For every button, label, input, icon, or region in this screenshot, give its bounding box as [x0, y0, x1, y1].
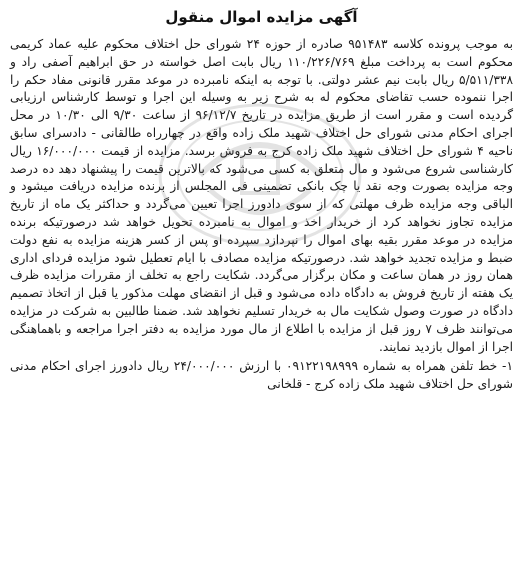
notice-card — [8, 6, 515, 577]
notice-footer: ۱- خط تلفن همراه به شماره ۰۹۱۲۲۱۹۸۹۹۹ با ارزش ۲۴/۰۰۰/۰۰۰ ریال دادورز اجرای احکام مدنی شورای حل اختلاف شهید ملک زاده کرج - قلخانی — [10, 359, 513, 392]
notice-body: به موجب پرونده کلاسه ۹۵۱۴۸۳ صادره از حوزه ۲۴ شورای حل اختلاف محکوم علیه عماد کریمی محکوم است به پرداخت مبلغ ۱۱۰/۲۲۶/۷۶۹ ریال بابت اصل خواسته در حق ابراهیم آصفی راد و ۵/۵۱۱/۳۳۸ ریال بابت نیم عشر دولتی. با توجه به اینکه نامبرده در موعد مقرر قانونی مفاد حکم را اجرا ننموده حسب تقاضای محکوم له به شرح زیر به وسیله این اجرا و توسط کارشناس ارزیابی گردیده است و مقرر است از طریق مزایده در تاریخ ۹۶/۱۲/۷ از ساعت ۹/۳۰ الی ۱۰/۳۰ در محل اجرای احکام مدنی شورای حل اختلاف شهید ملک زاده واقع در چهارراه طالقانی - دادسرای سابق ناحیه ۴ شورای حل اختلاف شهید ملک زاده کرج به فروش برسد. مزایده از قیمت ۱۶/۰۰۰/۰۰۰ ریال کارشناسی شروع می‌شود و مال متعلق به کسی می‌شود که بالاترین قیمت را پیشنهاد دهد ده درصد وجه مزایده بصورت وجه نقد یا چک بانکی تضمینی فی المجلس از برنده مزایده دریافت میشود و الباقی وجه مزایده ظرف مهلتی که از سوی دادورز اجرا تعیین می‌گردد و حداکثر یک ماه از تاریخ مزایده تجاوز نخواهد کرد از خریدار اخذ و اموال به نامبرده تحویل خواهد شد درصورتیکه برنده مزایده در موعد مقرر بقیه بهای اموال را نپردازد سپرده او پس از کسر هزینه مزایده به نفع دولت ضبط و مزایده تجدید خواهد شد. درصورتیکه مزایده مصادف با ایام تعطیل شود مزایده فردای اداری همان روز در همان ساعت و مکان برگزار می‌گردد. شکایت راجع به تخلف از مقررات مزایده ظرف یک هفته از تاریخ فروش به دادگاه داده می‌شود و قبل از انقضای مهلت مذکور یا قبل از اتخاذ تصمیم دادگاه در صورت وصول شکایت مال به خریدار تسلیم نخواهد شد. ضمنا طالبین به شرکت در مزایده می‌توانند ظرف ۷ روز قبل از مزایده با اطلاع از مال مورد مزایده به دفتر اجرا مراجعه و باهماهنگی اجرا از اموال بازدید نمایند. — [10, 37, 514, 354]
notice-title: آگهی مزایده اموال منقول — [165, 8, 358, 26]
